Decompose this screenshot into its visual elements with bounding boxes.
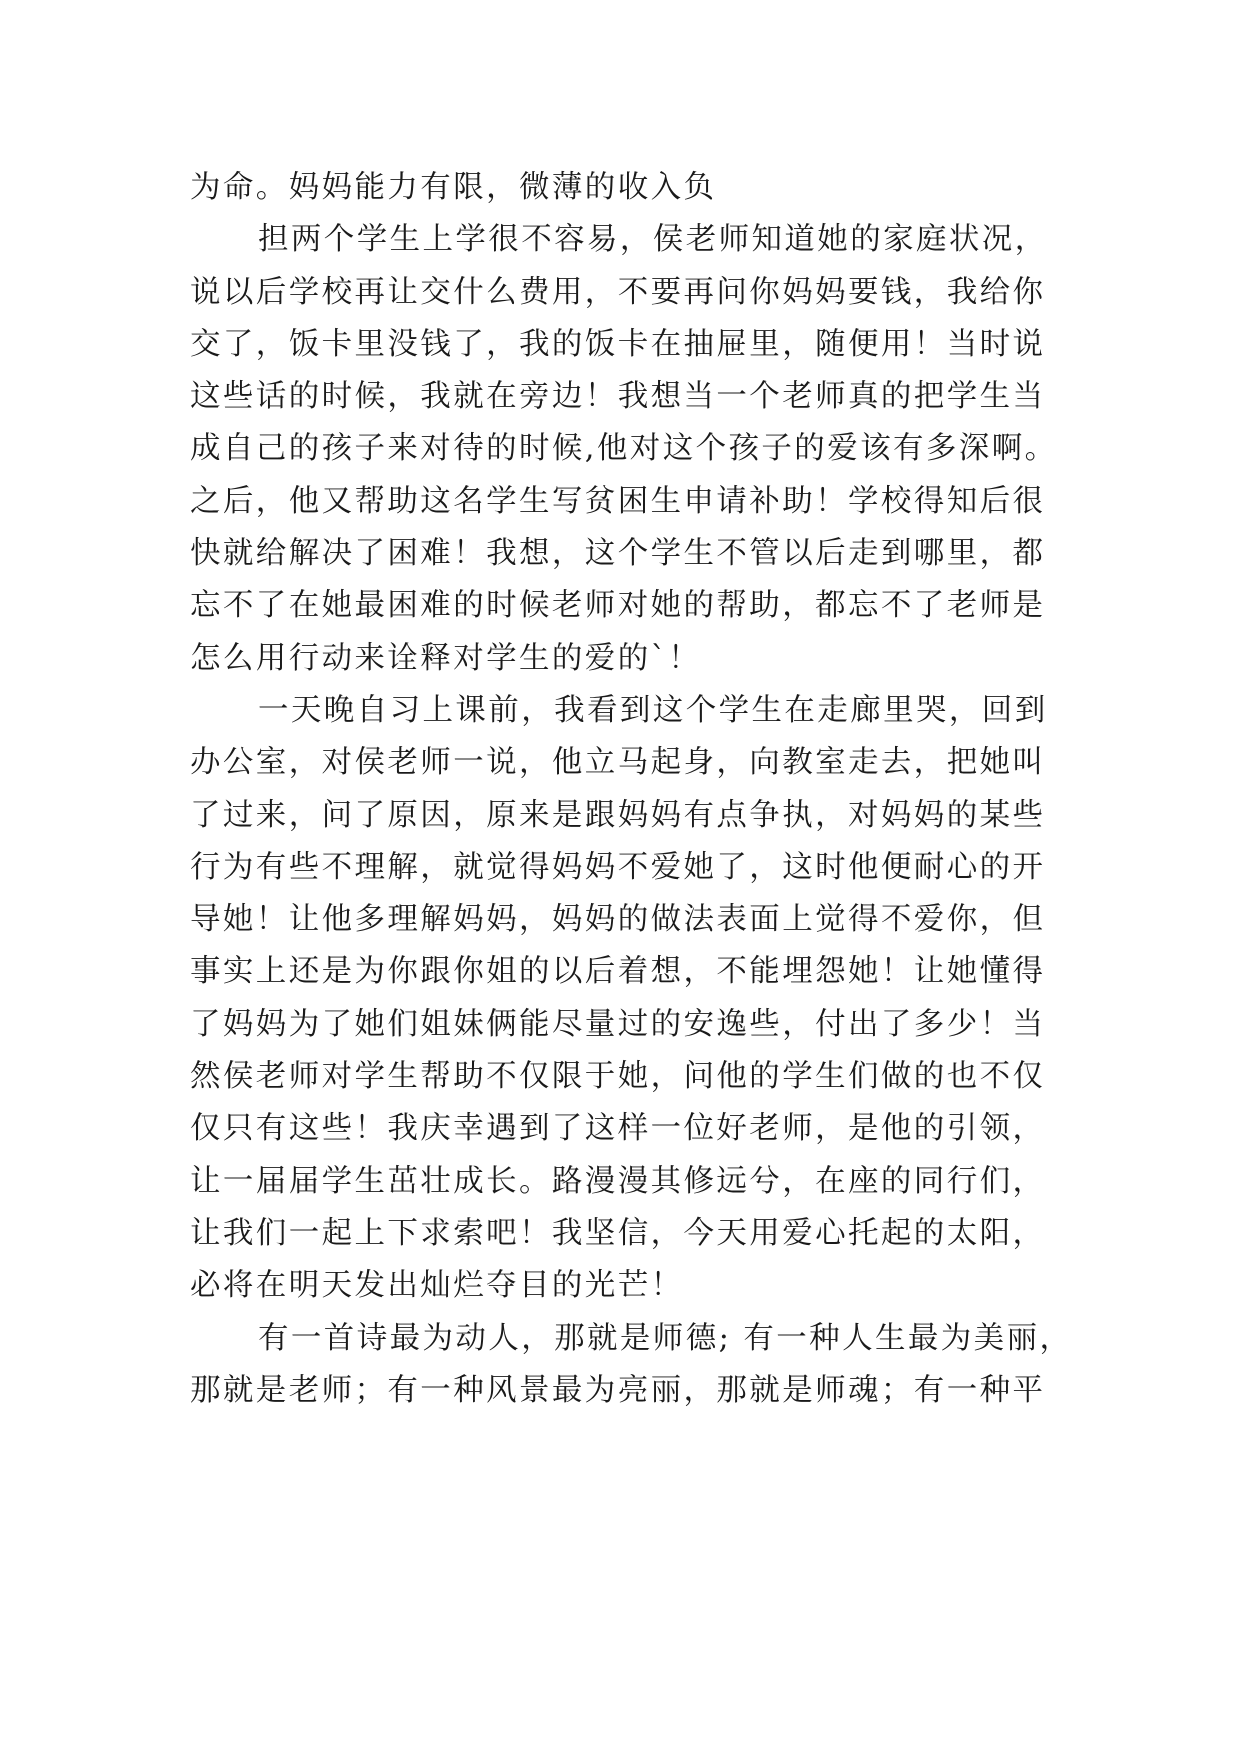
text-line-22: 必将在明天发出灿烂夺目的光芒！ [190,1268,684,1304]
text-line-8: 快就给解决了困难！我想，这个学生不管以后走到哪里，都 [190,536,1046,572]
text-line-5: 这些话的时候，我就在旁边！我想当一个老师真的把学生当 [190,379,1046,415]
text-line-6: 成自己的孩子来对待的时候,他对这个孩子的爱该有多深啊。 [190,431,1058,467]
text-line-21: 让我们一起上下求索吧！我坚信，今天用爱心托起的太阳， [190,1215,1046,1251]
text-line-3: 说以后学校再让交什么费用，不要再问你妈妈要钱，我给你 [190,274,1046,310]
document-body [190,162,1073,1417]
text-line-1: 为命。妈妈能力有限，微薄的收入负 [190,170,717,205]
text-line-17: 了妈妈为了她们姐妹俩能尽量过的安逸些，付出了多少！当 [190,1006,1046,1042]
text-line-24: 那就是老师；有一种风景最为亮丽，那就是师魂；有一种平 [190,1372,1046,1408]
text-line-20: 让一届届学生茁壮成长。路漫漫其修远兮，在座的同行们， [190,1163,1046,1199]
text-line-12: 办公室，对侯老师一说，他立马起身，向教室走去，把她叫 [190,745,1046,781]
text-line-4: 交了，饭卡里没钱了，我的饭卡在抽屉里，随便用！当时说 [190,326,1046,362]
text-line-7: 之后，他又帮助这名学生写贫困生申请补助！学校得知后很 [190,483,1046,519]
text-line-10: 怎么用行动来诠释对学生的爱的`！ [190,640,702,676]
text-line-11: 一天晚自习上课前，我看到这个学生在走廊里哭，回到 [258,692,1048,728]
text-line-18: 然侯老师对学生帮助不仅限于她，问他的学生们做的也不仅 [190,1059,1046,1095]
text-line-14: 行为有些不理解，就觉得妈妈不爱她了，这时他便耐心的开 [190,849,1046,885]
text-line-13: 了过来，问了原因，原来是跟妈妈有点争执，对妈妈的某些 [190,797,1046,833]
text-line-23: 有一首诗最为动人，那就是师德; 有一种人生最为美丽， [258,1320,1073,1356]
text-line-19: 仅只有这些！我庆幸遇到了这样一位好老师，是他的引领， [190,1111,1046,1147]
text-line-15: 导她！让他多理解妈妈，妈妈的做法表面上觉得不爱你，但 [190,902,1046,938]
text-line-2: 担两个学生上学很不容易，侯老师知道她的家庭状况， [258,222,1048,258]
text-line-9: 忘不了在她最困难的时候老师对她的帮助，都忘不了老师是 [190,588,1046,624]
text-line-16: 事实上还是为你跟你姐的以后着想，不能埋怨她！让她懂得 [190,954,1046,990]
